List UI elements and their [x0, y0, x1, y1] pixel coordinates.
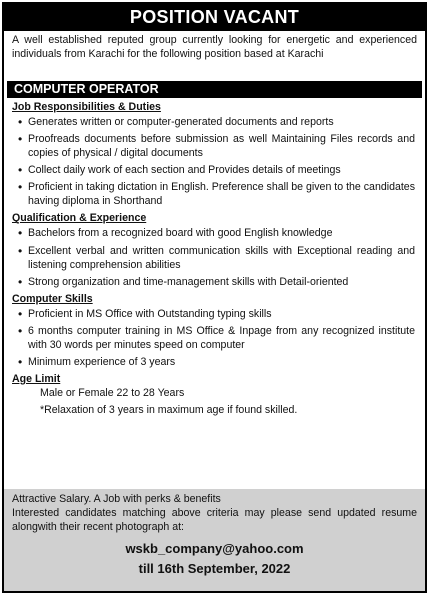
duty-item: • Collect daily work of each section and Provides details of meetings: [28, 163, 415, 177]
contact-email: wskb_company@yahoo.com: [125, 541, 304, 557]
age-range: Male or Female 22 to 28 Years: [40, 387, 185, 400]
qualification-item: • Bachelors from a recognized board with good English knowledge: [28, 226, 415, 240]
intro-paragraph: A well established reputed group currently looking for energetic and experienced individuals from Karachi for the following position based at Karachi: [12, 34, 417, 61]
duty-item: • Proficient in taking dictation in English. Preference shall be given to the candidates having diploma in Shorthand: [28, 180, 415, 208]
duties-heading: Job Responsibilities & Duties: [12, 101, 161, 113]
duties-list: [4, 115, 425, 208]
application-deadline: till 16th September, 2022: [138, 560, 291, 576]
skill-item: • 6 months computer training in MS Office & Inpage from any recognized institute with 30 words per minutes speed on computer: [28, 324, 415, 352]
age-relaxation-note: *Relaxation of 3 years in maximum age if found skilled.: [40, 404, 298, 417]
position-title: COMPUTER OPERATOR: [7, 81, 422, 98]
skills-heading: Computer Skills: [12, 292, 93, 305]
salary-note: Attractive Salary. A Job with perks & benefits: [12, 493, 221, 505]
skills-list: [4, 307, 425, 369]
skill-item: • Minimum experience of 3 years: [28, 355, 415, 369]
qualification-item: • Excellent verbal and written communication skills with Exceptional reading and listening comprehension abilities: [28, 244, 415, 272]
skill-item: • Proficient in MS Office with Outstanding typing skills: [28, 307, 415, 321]
qualification-heading: Qualification & Experience: [12, 212, 147, 225]
application-instructions: Interested candidates matching above criteria may please send updated resume alongwith their recent photograph at:: [12, 507, 417, 534]
qualification-list: [4, 226, 425, 288]
qualification-item: • Strong organization and time-management skills with Detail-oriented: [28, 275, 415, 289]
application-footer: [4, 489, 425, 591]
age-heading: Age Limit: [12, 373, 61, 386]
job-advertisement: [2, 2, 427, 593]
ad-title: POSITION VACANT: [4, 4, 425, 31]
duty-item: • Generates written or computer-generated documents and reports: [28, 115, 415, 129]
duty-item: • Proofreads documents before submission as well Maintaining Files records and copies of physical / digital documents: [28, 132, 415, 160]
